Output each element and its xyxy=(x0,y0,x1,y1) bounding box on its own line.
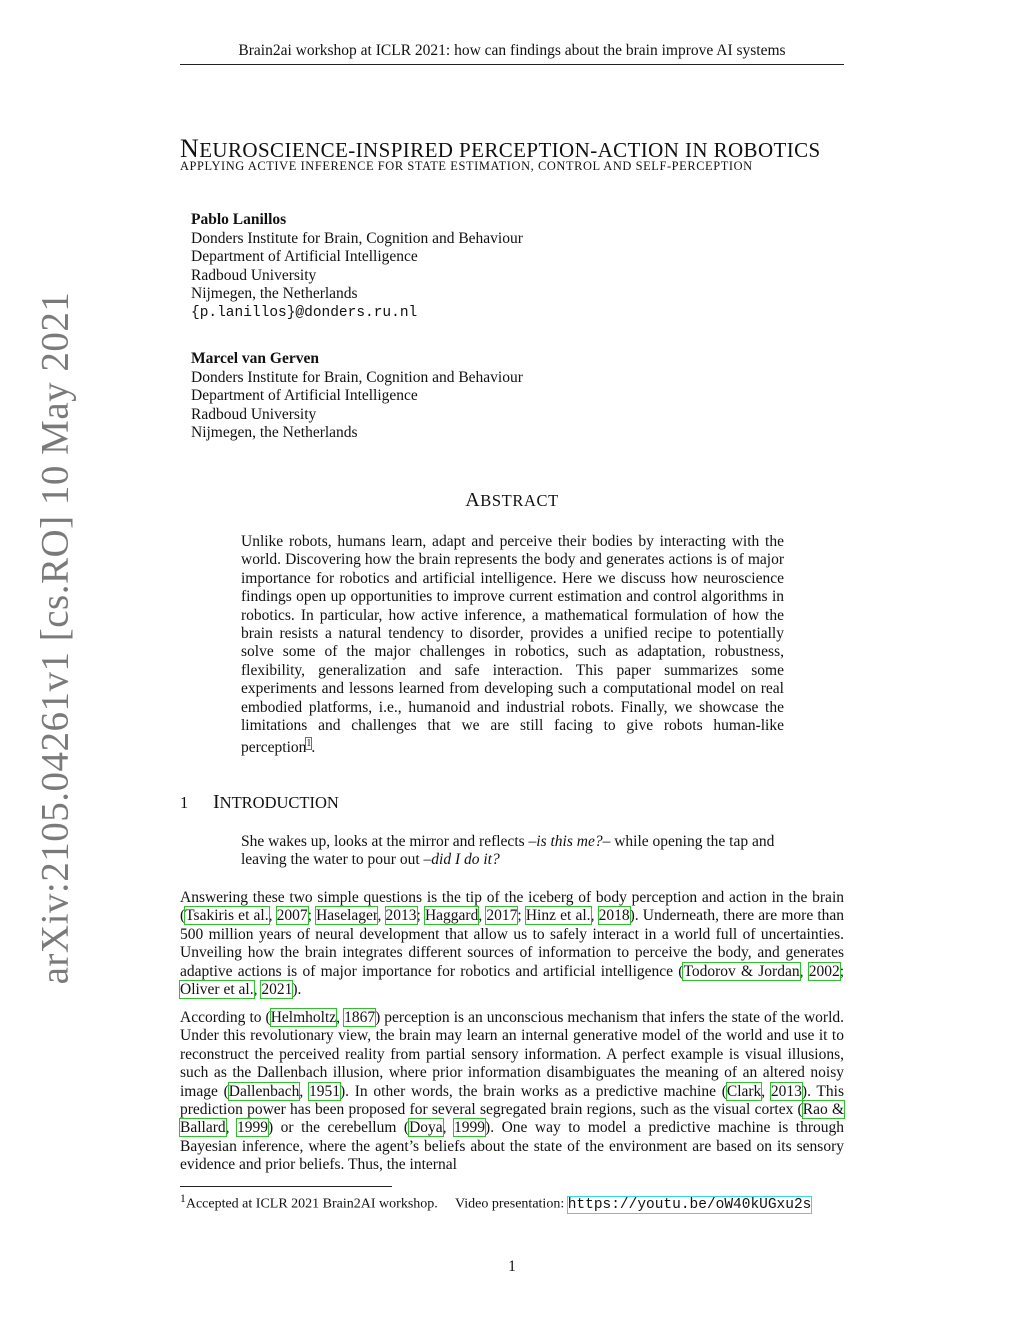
citation-year-link[interactable]: 2018 xyxy=(598,907,630,925)
citation-year-link[interactable]: 1999 xyxy=(237,1119,269,1137)
arxiv-identifier: arXiv:2105.04261v1 [cs.RO] 10 May 2021 xyxy=(33,291,77,985)
abstract-heading xyxy=(0,489,1024,512)
paper-subtitle: APPLYING ACTIVE INFERENCE FOR STATE ESTIMATION, CONTROL AND SELF-PERCEPTION xyxy=(180,159,753,173)
author-university: Radboud University xyxy=(191,405,317,423)
intro-paragraph-2: According to (Helmholtz, 1867) perception is an unconscious mechanism that infers the state of the world. Under this revolutionary view, the brain may learn an internal generative model of the world and use it to reconstruct the perceived reality from partial sensory information. A perfect example is visual illusions, such as the Dallenbach illusion, where prior information disambiguates the meaning of an altered noisy image (Dallenbach, 1951). In other words, the brain works as a predictive machine (Clark, 2013). This prediction power has been proposed for several segregated brain regions, such as the visual cortex (Rao & Ballard, 1999) or the cerebellum (Doya, 1999). One way to model a predictive machine is through Bayesian inference, where the agent’s beliefs about the state of the environment are based on its sensory evidence and prior beliefs. Thus, the internal xyxy=(180,1009,845,1174)
page-number: 1 xyxy=(508,1258,516,1275)
running-header: Brain2ai workshop at ICLR 2021: how can findings about the brain improve AI systems xyxy=(180,42,844,65)
quote-text: She wakes up, looks at the mirror and reflects – xyxy=(241,833,537,850)
paragraph-text: ) or the cerebellum ( xyxy=(268,1119,410,1137)
author-department: Department of Artificial Intelligence xyxy=(191,248,418,265)
author-location: Nijmegen, the Netherlands xyxy=(191,424,358,441)
citation-link[interactable]: Dallenbach xyxy=(228,1082,300,1100)
citation-link[interactable]: Todorov & Jordan xyxy=(683,962,800,980)
introduction-heading xyxy=(180,791,339,814)
citation-year-link[interactable]: 1867 xyxy=(344,1009,376,1026)
abstract-end: . xyxy=(311,739,316,757)
citation-year-link[interactable]: 2021 xyxy=(261,981,293,999)
abstract-heading-initial: A xyxy=(465,489,481,511)
author-affiliation: Donders Institute for Brain, Cognition and Behaviour xyxy=(191,368,523,386)
citation-year-link[interactable]: 2007 xyxy=(276,907,308,925)
paragraph-text: ). xyxy=(292,981,302,999)
paragraph-text: ). Underneath, there are more than 500 million years of neural development that allow us to safely interact in a world full of uncertainties. Unveiling how the brain integrates different sources of information to perceive the body, and generates adaptive actions is of major importance for robotics and artificial intelligence ( xyxy=(180,907,845,980)
author-university: Radboud University xyxy=(191,266,317,284)
section-number: 1 xyxy=(180,793,189,812)
citation-year-link[interactable]: 2002 xyxy=(808,962,840,980)
citation-year-link[interactable]: 2013 xyxy=(385,907,417,925)
citation-link[interactable]: Rao & Ballard xyxy=(180,1101,845,1137)
citation-year-link[interactable]: 2013 xyxy=(770,1082,802,1100)
paragraph-text: ). This prediction power has been proposed for several segregated brain regions, such as the visual cortex ( xyxy=(180,1082,844,1119)
author-location: Nijmegen, the Netherlands xyxy=(191,285,358,302)
abstract-body xyxy=(241,533,784,758)
citation-link[interactable]: Oliver et al. xyxy=(180,981,254,999)
paragraph-text: ). In other words, the brain works as a predictive machine ( xyxy=(339,1082,727,1100)
abstract-text: Unlike robots, humans learn, adapt and perceive their bodies by interacting with the world. Discovering how the brain represents the body and generates actions is of major importance for robotics and artificial intelligence. Here we discuss how neuroscience findings open up opportunities to improve current estimation and control algorithms in robotics. In particular, how active inference, a mathematical formulation of how the brain resists a natural tendency to disorder, provides a unified recipe to potentially solve some of the major challenges in robotics, such as adaptation, robustness, flexibility, generalization and safe interaction. This paper summarizes some experiments and lessons learned from developing such a computational model on real embodied platforms, i.e., humanoid and industrial robots. Finally, we showcase the limitations and challenges that we are still facing to give robots human-like perception xyxy=(241,533,784,757)
video-link[interactable]: https://youtu.be/oW40kUGxu2s xyxy=(567,1196,812,1213)
citation-link[interactable]: Haggard xyxy=(424,907,479,925)
author-department: Department of Artificial Intelligence xyxy=(191,387,418,404)
section-initial: I xyxy=(213,791,220,813)
citation-year-link[interactable]: 1999 xyxy=(454,1119,486,1137)
paragraph-text: According to ( xyxy=(180,1009,271,1026)
author-affiliation: Donders Institute for Brain, Cognition and Behaviour xyxy=(191,229,523,247)
abstract-heading-text: BSTRACT xyxy=(480,491,559,510)
footnote xyxy=(180,1190,844,1214)
citation-link[interactable]: Haselager xyxy=(316,907,378,925)
footnote-mark: 1 xyxy=(180,1192,186,1205)
quote-text: – while opening the tap and leaving the water to pour out – xyxy=(241,833,775,869)
paragraph-text: Answering these two simple questions is the tip of the iceberg of body perception and action in the brain ( xyxy=(180,889,844,925)
paragraph-text: ). One way to model a predictive machine is through Bayesian inference, where the agent’s beliefs about the state of the environment are based on its sensory evidence and prior beliefs. Thus, the internal xyxy=(180,1119,845,1174)
author-name: Marcel van Gerven xyxy=(191,350,319,367)
footnote-rule xyxy=(180,1186,392,1187)
epigraph-quote xyxy=(241,833,786,870)
title-initial: N xyxy=(180,134,200,163)
quote-italic: did I do it? xyxy=(431,851,500,869)
citation-link[interactable]: Doya xyxy=(409,1119,443,1137)
title-text: EUROSCIENCE-INSPIRED PERCEPTION-ACTION IN ROBOTICS xyxy=(199,138,821,162)
citation-link[interactable]: Clark xyxy=(726,1082,762,1100)
author-email: {p.lanillos}@donders.ru.nl xyxy=(191,304,418,321)
citation-link[interactable]: Hinz et al. xyxy=(525,907,591,925)
intro-paragraph-1: Answering these two simple questions is the tip of the iceberg of body perception and action in the brain (Tsakiris et al., 2007; Haselager, 2013; Haggard, 2017; Hinz et al., 2018). Underneath, there are more than 500 million years of neural development that allow us to safely interact in a world full of uncertainties. Unveiling how the brain integrates different sources of information to perceive the body, and generates adaptive actions is of major importance for robotics and artificial intelligence (Todorov & Jordan, 2002; Oliver et al., 2021). xyxy=(180,889,845,999)
quote-italic: is this me? xyxy=(536,833,603,850)
citation-year-link[interactable]: 1951 xyxy=(308,1082,340,1100)
author-block-2 xyxy=(191,350,523,443)
citation-link[interactable]: Helmholtz xyxy=(270,1009,337,1026)
footnote-link[interactable]: 1 xyxy=(306,738,312,750)
citation-year-link[interactable]: 2017 xyxy=(486,907,518,925)
section-title-text: NTRODUCTION xyxy=(219,793,339,812)
paragraph-text: ) perception is an unconscious mechanism that infers the state of the world. Under this revolutionary view, the brain may learn an internal generative model of the world and use it to reconstruct the perceived reality from partial sensory information. A perfect example is visual illusions, such as the Dallenbach illusion, where prior information disambiguates the meaning of an altered noisy image ( xyxy=(180,1009,845,1100)
footnote-text: Accepted at ICLR 2021 Brain2AI workshop. Video presentation: xyxy=(185,1196,568,1212)
author-block-1 xyxy=(191,211,523,322)
citation-link[interactable]: Tsakiris et al. xyxy=(185,907,269,925)
author-name: Pablo Lanillos xyxy=(191,211,287,228)
